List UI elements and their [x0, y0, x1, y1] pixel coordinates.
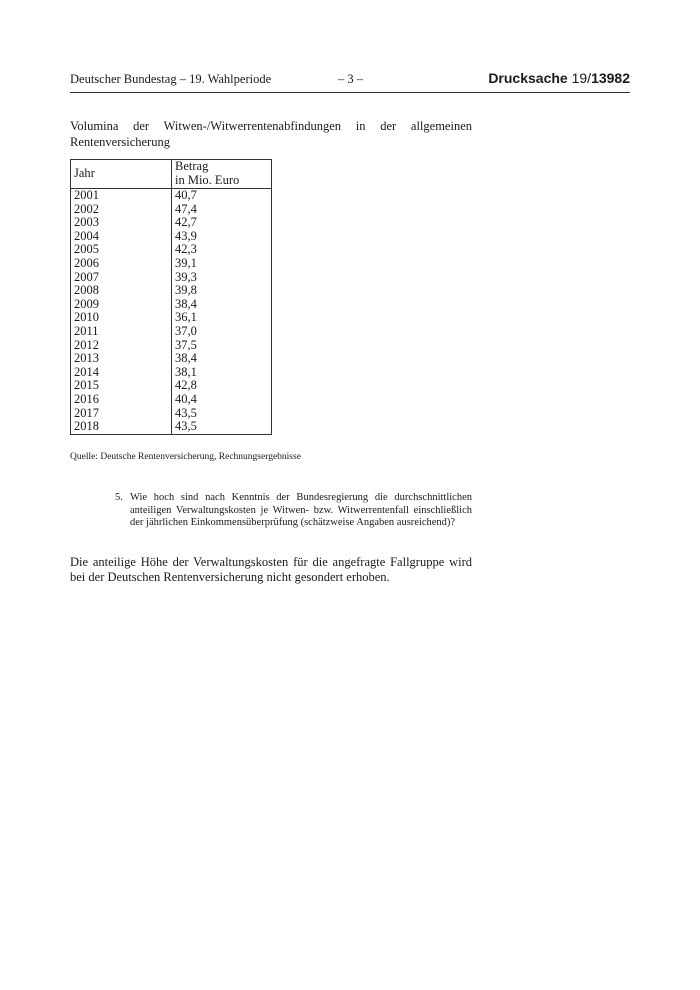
table-row	[71, 189, 272, 203]
question-number: 5.	[115, 492, 123, 503]
page-number: – 3 –	[338, 72, 363, 86]
cell-year: 2004	[71, 230, 172, 244]
cell-year: 2011	[71, 325, 172, 339]
source-note: Quelle: Deutsche Rentenversicherung, Rechnungsergebnisse	[70, 452, 301, 462]
cell-year: 2008	[71, 284, 172, 298]
cell-amount: 39,3	[175, 269, 197, 284]
cell-year: 2013	[71, 352, 172, 366]
question-block	[115, 492, 472, 530]
cell-amount: 40,7	[175, 188, 197, 202]
data-table	[70, 159, 272, 435]
header-parliament: Deutscher Bundestag – 19. Wahlperiode	[70, 72, 272, 86]
cell-amount: 37,5	[175, 337, 197, 352]
question-text: Wie hoch sind nach Kenntnis der Bundesregierung die durchschnittlichen anteiligen Verwaltungskosten je Witwen- bzw. Witwerrentenfall einschließlich der jährlichen Einkommensüberprüfung (schätzweise Angaben ausreichend)?	[130, 492, 472, 528]
table-row	[71, 366, 272, 380]
cell-year: 2017	[71, 407, 172, 421]
cell-amount: 43,5	[175, 419, 197, 434]
cell-year: 2006	[71, 257, 172, 271]
cell-year: 2007	[71, 271, 172, 285]
cell-amount: 43,5	[175, 405, 197, 420]
cell-amount: 40,4	[175, 391, 197, 406]
document-period: 19/	[571, 70, 592, 86]
cell-year: 2001	[71, 189, 172, 203]
answer-text: Die anteilige Höhe der Verwaltungskosten für die angefragte Fallgruppe wird bei der Deutschen Rentenversicherung nicht gesondert erhoben.	[70, 555, 472, 584]
document-label: Drucksache	[488, 70, 568, 86]
cell-amount: 39,1	[175, 255, 197, 270]
table-row	[71, 243, 272, 257]
cell-amount: 38,4	[175, 296, 197, 311]
table-row	[71, 203, 272, 217]
table-row	[71, 257, 272, 271]
cell-year: 2018	[71, 420, 172, 434]
page-header	[70, 70, 630, 93]
cell-year: 2015	[71, 379, 172, 393]
column-header-amount-line1: Betrag	[175, 159, 209, 174]
cell-year: 2003	[71, 216, 172, 230]
table-row	[71, 298, 272, 312]
table-row	[71, 284, 272, 298]
cell-year: 2009	[71, 298, 172, 312]
table-header-row	[71, 160, 272, 189]
cell-amount: 42,3	[175, 242, 197, 257]
table-row	[71, 271, 272, 285]
cell-year: 2010	[71, 311, 172, 325]
table-row	[71, 379, 272, 393]
table-row	[71, 339, 272, 353]
cell-amount: 42,7	[175, 215, 197, 230]
cell-year: 2014	[71, 366, 172, 380]
document-number	[488, 70, 630, 86]
cell-amount: 37,0	[175, 323, 197, 338]
table-row	[71, 230, 272, 244]
column-header-amount	[172, 160, 272, 189]
cell-amount: 47,4	[175, 201, 197, 216]
table-row	[71, 420, 272, 434]
cell-amount: 36,1	[175, 310, 197, 325]
cell-year: 2005	[71, 243, 172, 257]
cell-amount: 43,9	[175, 228, 197, 243]
column-header-year: Jahr	[71, 160, 172, 189]
cell-year: 2002	[71, 203, 172, 217]
table-row	[71, 352, 272, 366]
cell-amount: 42,8	[175, 378, 197, 393]
cell-amount: 39,8	[175, 283, 197, 298]
table-row	[71, 325, 272, 339]
column-header-amount-line2: in Mio. Euro	[175, 173, 240, 187]
document-id: 13982	[591, 70, 630, 86]
table-row	[71, 216, 272, 230]
table-row	[71, 407, 272, 421]
cell-year: 2016	[71, 393, 172, 407]
table-body	[71, 189, 272, 435]
cell-year: 2012	[71, 339, 172, 353]
table-row	[71, 393, 272, 407]
cell-amount: 38,1	[175, 364, 197, 379]
cell-amount: 38,4	[175, 351, 197, 366]
table-caption: Volumina der Witwen-/Witwerrentenabfindungen in der allgemeinen Rentenversicherung	[70, 119, 472, 149]
table-row	[71, 311, 272, 325]
